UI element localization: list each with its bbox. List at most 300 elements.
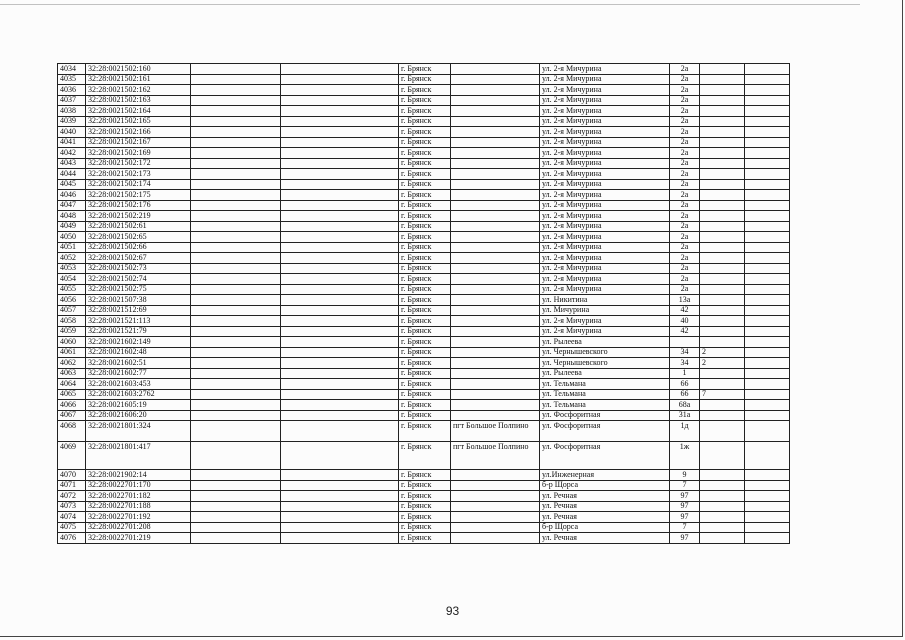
empty-cell-cell [745, 410, 790, 421]
empty-cell-cell [745, 169, 790, 180]
empty-cell-cell [191, 337, 281, 348]
building-number-cell [700, 326, 745, 337]
table-row [58, 263, 790, 274]
empty-cell-cell [281, 442, 399, 470]
building-number-cell [700, 190, 745, 201]
city-cell: г. Брянск [399, 337, 451, 348]
empty-cell-cell [745, 480, 790, 491]
table-row [58, 533, 790, 544]
cadastral-number-cell: 32:28:0021502:174 [86, 179, 191, 190]
settlement-cell [451, 491, 540, 502]
street-cell: ул. Фосфоритная [540, 421, 670, 442]
empty-cell-cell [745, 305, 790, 316]
table-row [58, 190, 790, 201]
row-number-cell: 4042 [58, 148, 86, 159]
street-cell: ул. 2-я Мичурина [540, 200, 670, 211]
street-cell: ул. 2-я Мичурина [540, 274, 670, 285]
settlement-cell [451, 106, 540, 117]
house-number-cell [670, 337, 700, 348]
empty-cell-cell [191, 116, 281, 127]
empty-cell-cell [281, 389, 399, 400]
settlement-cell [451, 221, 540, 232]
cadastral-number-cell: 32:28:0021502:160 [86, 64, 191, 75]
building-number-cell [700, 253, 745, 264]
table-row [58, 106, 790, 117]
building-number-cell: 2 [700, 358, 745, 369]
empty-cell-cell [745, 421, 790, 442]
table-row [58, 358, 790, 369]
empty-cell-cell [281, 295, 399, 306]
table-row [58, 137, 790, 148]
house-number-cell: 2а [670, 274, 700, 285]
cadastral-number-cell: 32:28:0021507:38 [86, 295, 191, 306]
empty-cell-cell [191, 242, 281, 253]
empty-cell-cell [281, 179, 399, 190]
city-cell: г. Брянск [399, 64, 451, 75]
street-cell: ул. 2-я Мичурина [540, 316, 670, 327]
street-cell: ул. 2-я Мичурина [540, 253, 670, 264]
city-cell: г. Брянск [399, 400, 451, 411]
street-cell: ул. 2-я Мичурина [540, 158, 670, 169]
empty-cell-cell [191, 326, 281, 337]
empty-cell-cell [745, 200, 790, 211]
settlement-cell [451, 169, 540, 180]
cadastral-number-cell: 32:28:0021502:167 [86, 137, 191, 148]
empty-cell-cell [281, 169, 399, 180]
empty-cell-cell [745, 512, 790, 523]
empty-cell-cell [191, 64, 281, 75]
table-row [58, 400, 790, 411]
cadastral-number-cell: 32:28:0021521:113 [86, 316, 191, 327]
empty-cell-cell [745, 64, 790, 75]
building-number-cell [700, 470, 745, 481]
street-cell: ул. 2-я Мичурина [540, 242, 670, 253]
row-number-cell: 4046 [58, 190, 86, 201]
settlement-cell [451, 148, 540, 159]
row-number-cell: 4073 [58, 501, 86, 512]
table-row [58, 85, 790, 96]
row-number-cell: 4064 [58, 379, 86, 390]
empty-cell-cell [745, 127, 790, 138]
empty-cell-cell [191, 533, 281, 544]
building-number-cell [700, 116, 745, 127]
cadastral-number-cell: 32:28:0021801:417 [86, 442, 191, 470]
city-cell: г. Брянск [399, 470, 451, 481]
empty-cell-cell [191, 127, 281, 138]
cadastral-number-cell: 32:28:0022701:188 [86, 501, 191, 512]
city-cell: г. Брянск [399, 148, 451, 159]
empty-cell-cell [745, 74, 790, 85]
city-cell: г. Брянск [399, 421, 451, 442]
empty-cell-cell [281, 263, 399, 274]
street-cell: ул. Рылеева [540, 368, 670, 379]
cadastral-number-cell: 32:28:0021502:162 [86, 85, 191, 96]
house-number-cell: 9 [670, 470, 700, 481]
building-number-cell [700, 410, 745, 421]
house-number-cell: 68а [670, 400, 700, 411]
city-cell: г. Брянск [399, 242, 451, 253]
empty-cell-cell [191, 106, 281, 117]
cadastral-number-cell: 32:28:0022701:219 [86, 533, 191, 544]
street-cell: ул. Речная [540, 501, 670, 512]
house-number-cell: 2а [670, 74, 700, 85]
empty-cell-cell [281, 522, 399, 533]
empty-cell-cell [745, 232, 790, 243]
settlement-cell [451, 253, 540, 264]
empty-cell-cell [745, 295, 790, 306]
table-row [58, 169, 790, 180]
empty-cell-cell [191, 232, 281, 243]
city-cell: г. Брянск [399, 127, 451, 138]
street-cell: ул. Речная [540, 491, 670, 502]
street-cell: ул. Мичурина [540, 305, 670, 316]
street-cell: ул. Тельмана [540, 379, 670, 390]
empty-cell-cell [281, 232, 399, 243]
empty-cell-cell [281, 127, 399, 138]
table-row [58, 179, 790, 190]
house-number-cell: 97 [670, 512, 700, 523]
empty-cell-cell [281, 274, 399, 285]
empty-cell-cell [745, 326, 790, 337]
empty-cell-cell [191, 169, 281, 180]
street-cell: б-р Щорса [540, 480, 670, 491]
empty-cell-cell [745, 137, 790, 148]
row-number-cell: 4062 [58, 358, 86, 369]
building-number-cell [700, 284, 745, 295]
house-number-cell: 2а [670, 85, 700, 96]
empty-cell-cell [745, 284, 790, 295]
street-cell: ул. 2-я Мичурина [540, 284, 670, 295]
empty-cell-cell [191, 358, 281, 369]
empty-cell-cell [745, 85, 790, 96]
settlement-cell [451, 211, 540, 222]
page-number: 93 [445, 604, 460, 618]
empty-cell-cell [745, 358, 790, 369]
city-cell: г. Брянск [399, 347, 451, 358]
empty-cell-cell [191, 211, 281, 222]
empty-cell-cell [281, 137, 399, 148]
empty-cell-cell [191, 491, 281, 502]
table-row [58, 442, 790, 470]
empty-cell-cell [191, 179, 281, 190]
row-number-cell: 4049 [58, 221, 86, 232]
city-cell: г. Брянск [399, 284, 451, 295]
row-number-cell: 4070 [58, 470, 86, 481]
empty-cell-cell [191, 347, 281, 358]
row-number-cell: 4075 [58, 522, 86, 533]
row-number-cell: 4047 [58, 200, 86, 211]
street-cell: ул. Фосфоритная [540, 442, 670, 470]
row-number-cell: 4067 [58, 410, 86, 421]
empty-cell-cell [281, 337, 399, 348]
settlement-cell: пгт Большое Полпино [451, 442, 540, 470]
house-number-cell: 34 [670, 358, 700, 369]
building-number-cell [700, 295, 745, 306]
house-number-cell: 66 [670, 379, 700, 390]
row-number-cell: 4059 [58, 326, 86, 337]
empty-cell-cell [191, 389, 281, 400]
city-cell: г. Брянск [399, 491, 451, 502]
street-cell: ул. 2-я Мичурина [540, 211, 670, 222]
cadastral-number-cell: 32:28:0022701:170 [86, 480, 191, 491]
cadastral-number-cell: 32:28:0022701:208 [86, 522, 191, 533]
table-row [58, 316, 790, 327]
settlement-cell [451, 470, 540, 481]
empty-cell-cell [191, 295, 281, 306]
table-row [58, 480, 790, 491]
house-number-cell: 1д [670, 421, 700, 442]
cadastral-number-cell: 32:28:0021502:75 [86, 284, 191, 295]
empty-cell-cell [191, 442, 281, 470]
cadastral-number-cell: 32:28:0021602:77 [86, 368, 191, 379]
house-number-cell: 2а [670, 148, 700, 159]
cadastral-number-cell: 32:28:0021502:166 [86, 127, 191, 138]
house-number-cell: 42 [670, 305, 700, 316]
row-number-cell: 4048 [58, 211, 86, 222]
settlement-cell [451, 533, 540, 544]
table-row [58, 389, 790, 400]
city-cell: г. Брянск [399, 211, 451, 222]
settlement-cell [451, 85, 540, 96]
empty-cell-cell [191, 74, 281, 85]
house-number-cell: 7 [670, 522, 700, 533]
house-number-cell: 97 [670, 533, 700, 544]
house-number-cell: 2а [670, 106, 700, 117]
building-number-cell [700, 533, 745, 544]
settlement-cell [451, 295, 540, 306]
settlement-cell [451, 501, 540, 512]
cadastral-number-cell: 32:28:0021502:73 [86, 263, 191, 274]
empty-cell-cell [191, 512, 281, 523]
row-number-cell: 4034 [58, 64, 86, 75]
row-number-cell: 4056 [58, 295, 86, 306]
scan-top-rule [0, 4, 860, 5]
empty-cell-cell [745, 148, 790, 159]
settlement-cell [451, 316, 540, 327]
building-number-cell [700, 232, 745, 243]
cadastral-number-cell: 32:28:0021502:165 [86, 116, 191, 127]
row-number-cell: 4065 [58, 389, 86, 400]
street-cell: ул. 2-я Мичурина [540, 116, 670, 127]
street-cell: ул. 2-я Мичурина [540, 95, 670, 106]
cadastral-number-cell: 32:28:0021801:324 [86, 421, 191, 442]
city-cell: г. Брянск [399, 106, 451, 117]
empty-cell-cell [745, 106, 790, 117]
empty-cell-cell [191, 263, 281, 274]
house-number-cell: 2а [670, 179, 700, 190]
city-cell: г. Брянск [399, 263, 451, 274]
cadastral-number-cell: 32:28:0021502:163 [86, 95, 191, 106]
empty-cell-cell [281, 533, 399, 544]
building-number-cell [700, 421, 745, 442]
street-cell: ул. 2-я Мичурина [540, 148, 670, 159]
city-cell: г. Брянск [399, 95, 451, 106]
street-cell: ул. 2-я Мичурина [540, 232, 670, 243]
street-cell: ул. 2-я Мичурина [540, 74, 670, 85]
building-number-cell [700, 74, 745, 85]
settlement-cell [451, 347, 540, 358]
empty-cell-cell [745, 179, 790, 190]
empty-cell-cell [281, 190, 399, 201]
settlement-cell [451, 389, 540, 400]
empty-cell-cell [745, 116, 790, 127]
building-number-cell [700, 127, 745, 138]
cadastral-number-cell: 32:28:0021521:79 [86, 326, 191, 337]
empty-cell-cell [745, 501, 790, 512]
settlement-cell [451, 200, 540, 211]
row-number-cell: 4061 [58, 347, 86, 358]
cadastral-number-cell: 32:28:0021602:51 [86, 358, 191, 369]
empty-cell-cell [745, 522, 790, 533]
row-number-cell: 4074 [58, 512, 86, 523]
city-cell: г. Брянск [399, 379, 451, 390]
cadastral-number-cell: 32:28:0021502:61 [86, 221, 191, 232]
city-cell: г. Брянск [399, 442, 451, 470]
city-cell: г. Брянск [399, 116, 451, 127]
city-cell: г. Брянск [399, 74, 451, 85]
row-number-cell: 4072 [58, 491, 86, 502]
settlement-cell [451, 305, 540, 316]
settlement-cell [451, 326, 540, 337]
row-number-cell: 4054 [58, 274, 86, 285]
house-number-cell: 2а [670, 64, 700, 75]
empty-cell-cell [281, 480, 399, 491]
house-number-cell: 34 [670, 347, 700, 358]
building-number-cell [700, 337, 745, 348]
house-number-cell: 66 [670, 389, 700, 400]
cadastral-number-cell: 32:28:0021902:14 [86, 470, 191, 481]
settlement-cell [451, 127, 540, 138]
table-row [58, 410, 790, 421]
street-cell: ул. 2-я Мичурина [540, 169, 670, 180]
house-number-cell: 97 [670, 491, 700, 502]
cadastral-number-cell: 32:28:0021603:2762 [86, 389, 191, 400]
street-cell: ул. Чернышевского [540, 358, 670, 369]
empty-cell-cell [281, 512, 399, 523]
empty-cell-cell [281, 253, 399, 264]
street-cell: ул. 2-я Мичурина [540, 263, 670, 274]
cadastral-number-cell: 32:28:0021502:175 [86, 190, 191, 201]
building-number-cell [700, 148, 745, 159]
building-number-cell [700, 379, 745, 390]
house-number-cell: 42 [670, 326, 700, 337]
empty-cell-cell [281, 368, 399, 379]
cadastral-number-cell: 32:28:0021502:172 [86, 158, 191, 169]
building-number-cell [700, 242, 745, 253]
table-row [58, 295, 790, 306]
settlement-cell [451, 358, 540, 369]
row-number-cell: 4041 [58, 137, 86, 148]
city-cell: г. Брянск [399, 512, 451, 523]
settlement-cell [451, 232, 540, 243]
street-cell: ул. 2-я Мичурина [540, 127, 670, 138]
row-number-cell: 4038 [58, 106, 86, 117]
empty-cell-cell [281, 95, 399, 106]
cadastral-number-cell: 32:28:0022701:182 [86, 491, 191, 502]
table-row [58, 95, 790, 106]
city-cell: г. Брянск [399, 389, 451, 400]
settlement-cell [451, 242, 540, 253]
house-number-cell: 13а [670, 295, 700, 306]
building-number-cell [700, 64, 745, 75]
empty-cell-cell [191, 200, 281, 211]
street-cell: ул. Речная [540, 512, 670, 523]
empty-cell-cell [745, 368, 790, 379]
street-cell: ул. Рылеева [540, 337, 670, 348]
table-row [58, 421, 790, 442]
building-number-cell [700, 221, 745, 232]
city-cell: г. Брянск [399, 358, 451, 369]
table-row [58, 274, 790, 285]
empty-cell-cell [745, 221, 790, 232]
city-cell: г. Брянск [399, 316, 451, 327]
row-number-cell: 4050 [58, 232, 86, 243]
settlement-cell [451, 368, 540, 379]
empty-cell-cell [191, 148, 281, 159]
empty-cell-cell [191, 137, 281, 148]
building-number-cell: 7 [700, 389, 745, 400]
cadastral-number-cell: 32:28:0021502:161 [86, 74, 191, 85]
empty-cell-cell [281, 64, 399, 75]
house-number-cell: 2а [670, 137, 700, 148]
street-cell: ул. Тельмана [540, 400, 670, 411]
settlement-cell [451, 410, 540, 421]
street-cell: ул. 2-я Мичурина [540, 190, 670, 201]
table-row [58, 512, 790, 523]
house-number-cell: 2а [670, 200, 700, 211]
row-number-cell: 4058 [58, 316, 86, 327]
empty-cell-cell [191, 470, 281, 481]
city-cell: г. Брянск [399, 137, 451, 148]
house-number-cell: 2а [670, 169, 700, 180]
empty-cell-cell [281, 242, 399, 253]
empty-cell-cell [745, 379, 790, 390]
street-cell: ул. Чернышевского [540, 347, 670, 358]
house-number-cell: 2а [670, 242, 700, 253]
table-row [58, 337, 790, 348]
empty-cell-cell [281, 410, 399, 421]
table-row [58, 127, 790, 138]
empty-cell-cell [281, 148, 399, 159]
settlement-cell [451, 263, 540, 274]
street-cell: ул. 2-я Мичурина [540, 221, 670, 232]
table-row [58, 200, 790, 211]
street-cell: б-р Щорса [540, 522, 670, 533]
empty-cell-cell [745, 389, 790, 400]
empty-cell-cell [191, 501, 281, 512]
street-cell: ул. 2-я Мичурина [540, 326, 670, 337]
house-number-cell: 2а [670, 127, 700, 138]
row-number-cell: 4071 [58, 480, 86, 491]
city-cell: г. Брянск [399, 410, 451, 421]
row-number-cell: 4066 [58, 400, 86, 411]
building-number-cell [700, 95, 745, 106]
street-cell: ул. 2-я Мичурина [540, 64, 670, 75]
cadastral-number-cell: 32:28:0021502:67 [86, 253, 191, 264]
empty-cell-cell [281, 316, 399, 327]
street-cell: ул. 2-я Мичурина [540, 137, 670, 148]
row-number-cell: 4055 [58, 284, 86, 295]
empty-cell-cell [745, 211, 790, 222]
building-number-cell: 2 [700, 347, 745, 358]
settlement-cell [451, 274, 540, 285]
table-row [58, 347, 790, 358]
city-cell: г. Брянск [399, 326, 451, 337]
house-number-cell: 2а [670, 253, 700, 264]
empty-cell-cell [191, 190, 281, 201]
city-cell: г. Брянск [399, 274, 451, 285]
house-number-cell: 2а [670, 232, 700, 243]
